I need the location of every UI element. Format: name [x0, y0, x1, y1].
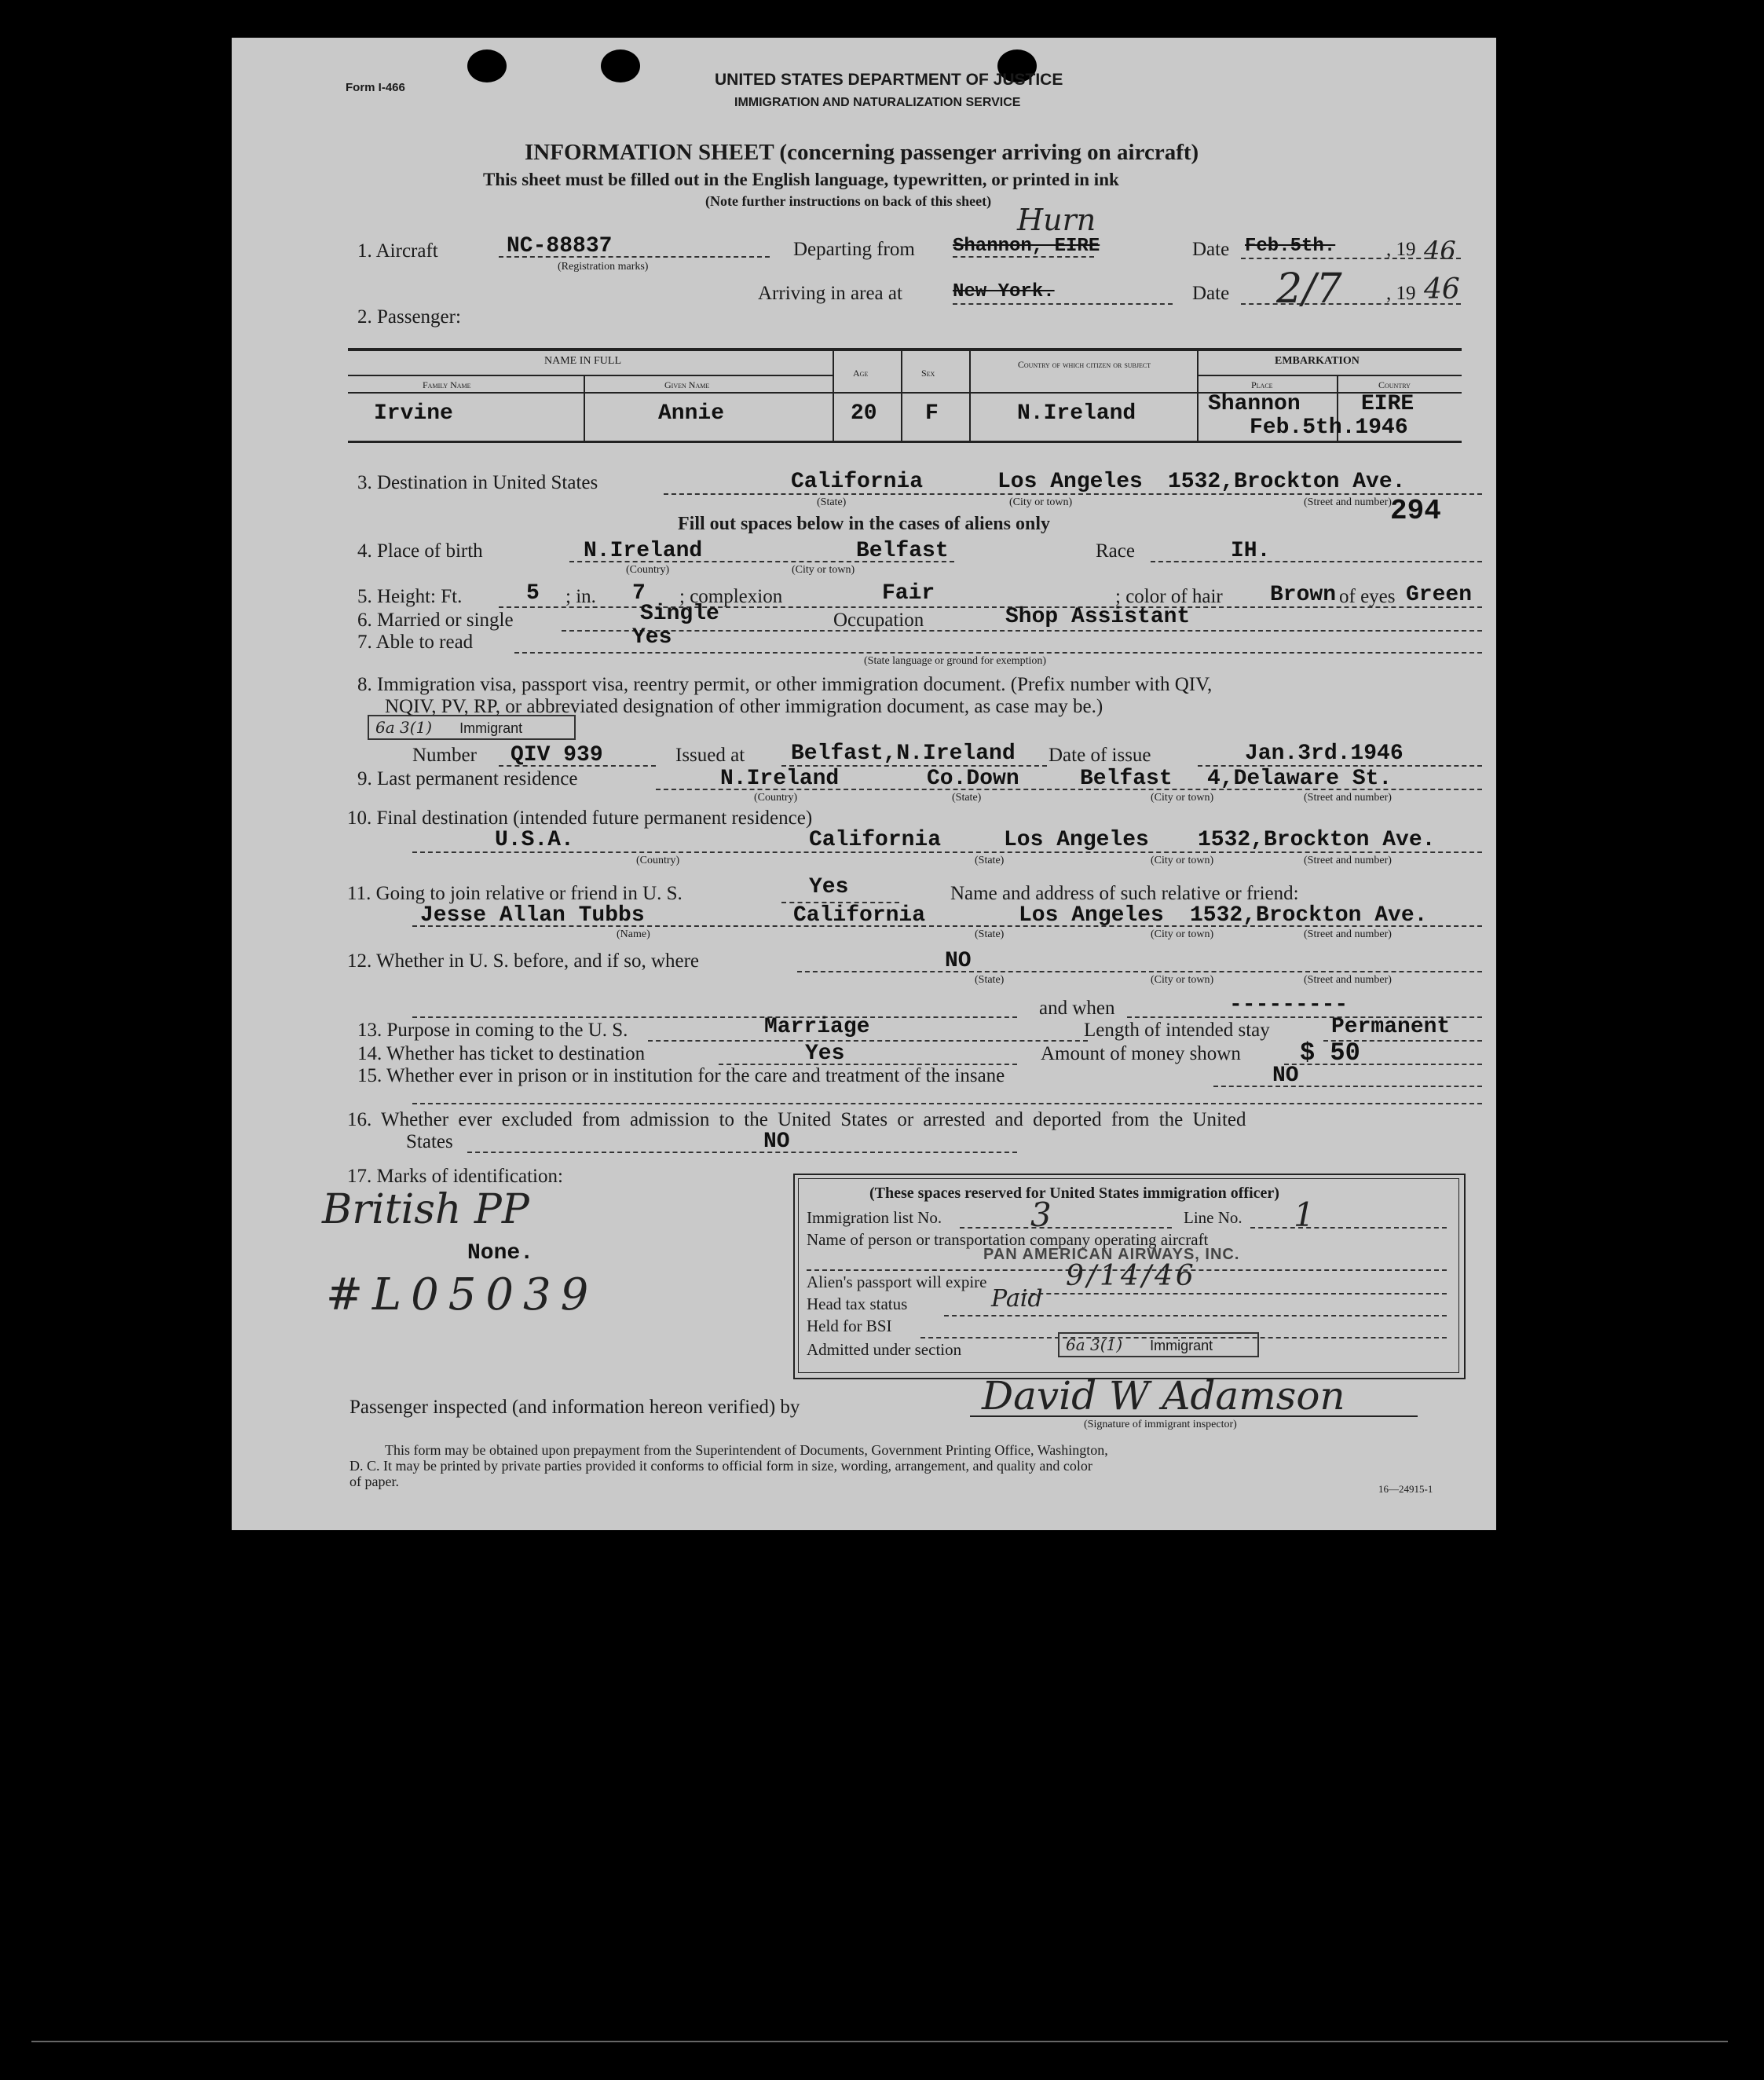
before-value: NO [945, 949, 972, 973]
year-prefix: , 19 [1386, 239, 1416, 260]
height-feet: 5 [526, 581, 540, 606]
departing-label: Departing from [793, 239, 915, 260]
inches-label: ; in. [565, 586, 596, 607]
join-label: 11. Going to join relative or friend in U. S. [347, 883, 683, 904]
departing-handwritten: Hurn [1017, 203, 1096, 237]
excluded-value: NO [763, 1130, 790, 1154]
marks-typed: None. [467, 1241, 534, 1265]
race-label: Race [1096, 540, 1135, 562]
marks-label: 17. Marks of identification: [347, 1166, 563, 1187]
aliens-note: Fill out spaces below in the cases of aliens only [678, 514, 1051, 534]
registration-caption: (Registration marks) [558, 261, 649, 273]
money-line [1284, 1064, 1482, 1065]
excluded-label: 16. Whether ever excluded from admission to the United States or arrested and deported from the United [347, 1109, 1246, 1130]
relative-name: Jesse Allan Tubbs [420, 903, 645, 928]
tax-label: Head tax status [807, 1295, 908, 1313]
visa-stamp-text: Immigrant [459, 720, 523, 736]
before-line [797, 971, 1482, 972]
sex-header: Sex [921, 368, 935, 379]
ticket-value: Yes [805, 1042, 845, 1066]
birth-city: Belfast [856, 539, 949, 563]
married-line [562, 630, 1482, 632]
date2-line [1241, 303, 1461, 305]
married-value: Single [640, 602, 719, 626]
visa-stamp [368, 715, 576, 740]
relative-line [412, 925, 1482, 927]
sex-value: F [925, 401, 939, 426]
inspector-signature: David W Adamson [982, 1373, 1345, 1419]
number-label: Number [412, 745, 477, 766]
doi-label: Date of issue [1049, 745, 1151, 766]
married-label: 6. Married or single [357, 610, 514, 631]
signature-line [970, 1415, 1418, 1417]
relative-state: California [793, 903, 926, 928]
money-label: Amount of money shown [1041, 1043, 1241, 1064]
visa-stamp-section: 6a 3(1) [375, 718, 433, 737]
when-value: --------- [1229, 993, 1349, 1017]
arrival-year: 46 [1424, 273, 1460, 306]
when-label: and when [1039, 998, 1115, 1019]
before-label: 12. Whether in U. S. before, and if so, where [347, 950, 700, 972]
aircraft-label: 1. Aircraft [357, 240, 438, 262]
final-dest-country: U.S.A. [495, 828, 574, 852]
family-name: Irvine [374, 401, 453, 426]
residence-state: Co.Down [927, 767, 1019, 791]
form-number: Form I-466 [346, 81, 405, 94]
residence-street-caption: (Street and number) [1304, 792, 1392, 804]
birth-city-caption: (City or town) [792, 564, 855, 576]
excluded-label-2: States [406, 1131, 453, 1152]
arriving-line [953, 303, 1173, 305]
birth-country-caption: (Country) [626, 564, 670, 576]
visa-label: 8. Immigration visa, passport visa, reentry permit, or other immigration document. (Prefix number with QIV, [357, 674, 1213, 695]
height-label: 5. Height: Ft. [357, 586, 463, 607]
admitted-label: Admitted under section [807, 1340, 962, 1359]
before-street-caption: (Street and number) [1304, 974, 1392, 986]
departing-line [953, 256, 1094, 258]
footer-text-1: This form may be obtained upon prepayment from the Superintendent of Documents, Government Printing Office, Washington, [385, 1442, 1108, 1458]
doi-value: Jan.3rd.1946 [1245, 742, 1404, 766]
prison-label: 15. Whether ever in prison or in institution for the care and treatment of the insane [357, 1065, 1005, 1086]
inspection-label: Passenger inspected (and information hereon verified) by [350, 1397, 800, 1418]
final-dest-street-caption: (Street and number) [1304, 855, 1392, 866]
residence-state-caption: (State) [952, 792, 982, 804]
form-sheet [232, 38, 1496, 1530]
final-dest-state: California [809, 828, 942, 852]
footer-text-3: of paper. [350, 1474, 399, 1489]
relative-street: 1532,Brockton Ave. [1190, 903, 1428, 928]
visa-number: QIV 939 [511, 743, 603, 767]
race-value: IH. [1231, 539, 1271, 563]
occupation-value: Shop Assistant [1005, 605, 1191, 629]
embarkation-place: Shannon [1208, 392, 1301, 416]
expire-label: Alien's passport will expire [807, 1273, 987, 1291]
stay-label: Length of intended stay [1084, 1020, 1270, 1041]
footer-code: 16—24915-1 [1378, 1483, 1433, 1495]
footer-text-2: D. C. It may be printed by private parties provided it conforms to official form in size, wording, arrangement, and quality and color [350, 1458, 1092, 1474]
punch-hole [467, 49, 507, 82]
given-name-header: Given Name [664, 379, 710, 390]
expire-value: 9/14/46 [1066, 1260, 1197, 1292]
expire-line [1015, 1293, 1447, 1295]
eyes-label: of eyes [1339, 586, 1396, 607]
admitted-stamp-section: 6a 3(1) [1066, 1335, 1123, 1354]
prison-line [1213, 1086, 1482, 1087]
list-label: Immigration list No. [807, 1208, 942, 1227]
departing-typed: Shannon, EIRE [953, 236, 1100, 257]
ticket-label: 14. Whether has ticket to destination [357, 1043, 646, 1064]
marks-handwritten-1: British PP [322, 1186, 529, 1233]
destination-city-caption: (City or town) [1009, 496, 1073, 508]
punch-hole [601, 49, 640, 82]
number-line [499, 765, 656, 767]
birth-label: 4. Place of birth [357, 540, 483, 562]
place-header: Place [1251, 379, 1273, 390]
age-header: Age [853, 368, 869, 379]
embarkation-date: Feb.5th.1946 [1250, 416, 1408, 440]
purpose-value: Marriage [764, 1015, 870, 1039]
tax-value: Paid [991, 1285, 1043, 1313]
final-dest-line [412, 851, 1482, 853]
before-line-2 [412, 1016, 1017, 1018]
department: UNITED STATES DEPARTMENT OF JUSTICE [715, 71, 1063, 89]
arrival-date: 2/7 [1276, 265, 1342, 313]
purpose-line [648, 1040, 1088, 1042]
scan-edge-line [31, 2041, 1728, 2042]
read-line [514, 652, 1482, 654]
aircraft-value: NC-88837 [507, 234, 613, 258]
line-label: Line No. [1184, 1208, 1242, 1227]
read-caption: (State language or ground for exemption) [864, 655, 1047, 667]
company-label: Name of person or transportation company operating aircraft [807, 1230, 1209, 1249]
prison-value: NO [1272, 1064, 1299, 1088]
before-city-caption: (City or town) [1151, 974, 1214, 986]
stay-value: Permanent [1331, 1015, 1451, 1039]
destination-state: California [791, 470, 924, 494]
final-dest-state-caption: (State) [975, 855, 1005, 866]
tax-line [944, 1315, 1447, 1316]
final-dest-label: 10. Final destination (intended future permanent residence) [347, 807, 813, 829]
instructions-note: (Note further instructions on back of this sheet) [705, 193, 992, 209]
destination-label: 3. Destination in United States [357, 472, 598, 493]
residence-country-caption: (Country) [754, 792, 798, 804]
residence-label: 9. Last permanent residence [357, 768, 578, 789]
money-value: $ 50 [1300, 1038, 1360, 1067]
read-value: Yes [632, 625, 672, 650]
final-dest-street: 1532,Brockton Ave. [1198, 828, 1436, 852]
complexion-label: ; complexion [679, 586, 783, 607]
officer-box [793, 1174, 1466, 1379]
given-name: Annie [658, 401, 725, 426]
departure-date: Feb.5th. [1245, 236, 1336, 257]
destination-city: Los Angeles [997, 470, 1143, 494]
signature-caption: (Signature of immigrant inspector) [1084, 1419, 1237, 1430]
arriving-value: New York. [953, 281, 1055, 302]
relative-state-caption: (State) [975, 928, 1005, 940]
destination-street-extra: 294 [1390, 495, 1441, 527]
arriving-label: Arriving in area at [758, 283, 902, 304]
age-value: 20 [851, 401, 877, 426]
issued-value: Belfast,N.Ireland [791, 742, 1016, 766]
complexion-value: Fair [882, 581, 935, 606]
hair-label: ; color of hair [1115, 586, 1223, 607]
passenger-table [348, 348, 1462, 442]
instructions: This sheet must be filled out in the English language, typewritten, or printed in ink [483, 170, 1119, 189]
relative-label: Name and address of such relative or friend: [950, 883, 1299, 904]
destination-street-caption: (Street and number) [1304, 496, 1392, 508]
destination-state-caption: (State) [817, 496, 847, 508]
marks-handwritten-2: #L05039 [326, 1269, 598, 1320]
date-label: Date [1192, 239, 1230, 260]
passenger-label: 2. Passenger: [357, 306, 461, 328]
service: IMMIGRATION AND NATURALIZATION SERVICE [734, 96, 1021, 109]
purpose-label: 13. Purpose in coming to the U. S. [357, 1020, 628, 1041]
destination-street: 1532,Brockton Ave. [1168, 470, 1406, 494]
read-label: 7. Able to read [357, 632, 474, 653]
visa-label-2: NQIV, PV, RP, or abbreviated designation of other immigration document, as case may be.) [385, 696, 1103, 717]
issued-label: Issued at [675, 745, 745, 766]
relative-city-caption: (City or town) [1151, 928, 1214, 940]
hair-value: Brown [1270, 583, 1337, 607]
bsi-label: Held for BSI [807, 1316, 892, 1335]
list-line [960, 1227, 1172, 1229]
relative-city: Los Angeles [1019, 903, 1164, 928]
final-dest-city-caption: (City or town) [1151, 855, 1214, 866]
date-line [1241, 258, 1461, 259]
birth-country: N.Ireland [584, 539, 703, 563]
eyes-value: Green [1406, 583, 1473, 607]
line-no-line [1250, 1227, 1447, 1229]
residence-street: 4,Delaware St. [1207, 767, 1393, 791]
embarkation-country: EIRE [1361, 392, 1414, 416]
company-value: PAN AMERICAN AIRWAYS, INC. [983, 1246, 1240, 1263]
page-title: INFORMATION SHEET (concerning passenger arriving on aircraft) [525, 140, 1199, 165]
height-inches: 7 [632, 581, 646, 606]
relative-street-caption: (Street and number) [1304, 928, 1392, 940]
admitted-stamp-text: Immigrant [1150, 1338, 1213, 1353]
year2-prefix: , 19 [1386, 283, 1416, 304]
residence-city-caption: (City or town) [1151, 792, 1214, 804]
departure-year: 46 [1424, 236, 1456, 265]
aircraft-line [499, 256, 770, 258]
before-state-caption: (State) [975, 974, 1005, 986]
destination-line [664, 493, 1482, 495]
occupation-label: Occupation [833, 610, 924, 631]
residence-line [656, 789, 1482, 790]
family-name-header: Family Name [423, 379, 471, 390]
date2-label: Date [1192, 283, 1230, 304]
residence-country: N.Ireland [720, 767, 840, 791]
citizen-value: N.Ireland [1017, 401, 1136, 426]
final-dest-country-caption: (Country) [636, 855, 680, 866]
admitted-stamp [1058, 1332, 1259, 1357]
name-in-full-header: NAME IN FULL [544, 355, 621, 367]
country-header: Country of which citizen or subject [1017, 359, 1151, 370]
race-line [1151, 561, 1482, 562]
country2-header: Country [1378, 379, 1411, 390]
embarkation-header: EMBARKATION [1275, 355, 1360, 367]
final-dest-city: Los Angeles [1004, 828, 1149, 852]
relative-name-caption: (Name) [617, 928, 650, 940]
birth-line [569, 561, 954, 562]
officer-box-title: (These spaces reserved for United States immigration officer) [869, 1185, 1279, 1202]
excluded-line [467, 1152, 1017, 1153]
list-value: 3 [1030, 1196, 1052, 1234]
residence-city: Belfast [1080, 767, 1173, 791]
prison-line-2 [412, 1103, 1482, 1104]
line-value: 1 [1294, 1196, 1315, 1234]
join-value: Yes [809, 875, 849, 899]
